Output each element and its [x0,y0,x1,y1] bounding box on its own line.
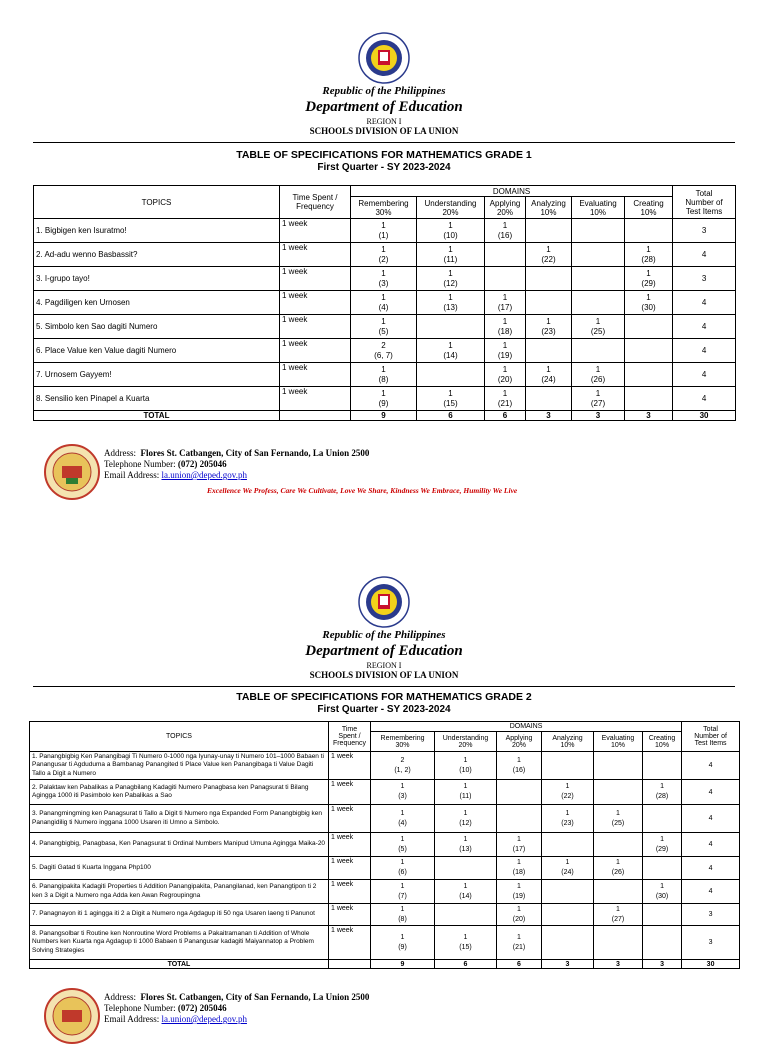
understanding-cell: 1 (10) [435,752,497,780]
topic-cell: 7. Panagnayon iti 1 agingga iti 2 a Digit a Numero nga Agdagup iti 50 nga Usaren laeng ti Panunot [30,904,329,926]
evaluating-cell [594,752,643,780]
total-understanding: 6 [435,960,497,969]
evaluating-header: Evaluating 10% [594,732,643,752]
understanding-cell: 1 (13) [435,833,497,857]
applying-cell: 1 (21) [485,387,526,411]
table-row [34,267,736,291]
time-cell: 1 week [280,315,351,339]
creating-header: Creating 10% [643,732,682,752]
analyzing-cell [526,291,572,315]
analyzing-cell [526,339,572,363]
creating-cell [643,752,682,780]
table-row [30,805,740,833]
topic-cell: 8. Panangsolbar ti Routine ken Nonroutine Word Problems a Pakaitramanan ti Addition of Whole Numbers ken Kuarta nga Agdagup ti 1000 Babaen ti Panangusar kadagiti Maiyannatop a Problem Solving Strategies [30,926,329,960]
creating-cell: 1 (30) [625,291,673,315]
understanding-cell: 1 (14) [435,880,497,904]
division-line: SCHOOLS DIVISION OF LA UNION [309,126,459,136]
analyzing-cell [542,904,594,926]
evaluating-cell [572,219,625,243]
understanding-header: Understanding 20% [417,197,485,219]
table-subtitle: First Quarter - SY 2023-2024 [317,162,451,173]
department-line: Department of Education [305,99,463,115]
time-cell: 1 week [280,363,351,387]
applying-cell: 1 (21) [497,926,542,960]
row-total-cell: 4 [673,315,736,339]
evaluating-cell [594,780,643,805]
remembering-cell: 1 (4) [371,805,435,833]
row-total-cell: 4 [673,363,736,387]
understanding-cell: 1 (12) [435,805,497,833]
applying-cell: 1 (19) [485,339,526,363]
table-title: TABLE OF SPECIFICATIONS FOR MATHEMATICS GRADE 1 [236,149,532,161]
topic-cell: 1. Panangbigbig Ken Panangibagi Ti Numero 0-1000 nga Iyunay-unay ti Numero 101–1000 Babaen ti Panangusar ti Agduduma a Bambanag Panangited ti Place Value ken Panangibaga ti Value Dagiti Tallo a Digit a Numero [30,752,329,780]
understanding-cell: 1 (12) [417,267,485,291]
time-spent-header: Time Spent / Frequency [280,186,351,219]
analyzing-cell [542,880,594,904]
analyzing-cell [542,752,594,780]
division-line: SCHOOLS DIVISION OF LA UNION [309,670,459,680]
creating-cell [625,315,673,339]
understanding-header: Understanding 20% [435,732,497,752]
total-understanding: 6 [417,411,485,421]
total-remembering: 9 [371,960,435,969]
topic-cell: 4. Pagdiligen ken Urnosen [34,291,280,315]
table-row [34,363,736,387]
remembering-cell: 1 (6) [371,857,435,880]
time-cell: 1 week [280,339,351,363]
applying-cell [485,243,526,267]
deped-seal-logo [358,576,410,628]
understanding-cell: 1 (14) [417,339,485,363]
total-label: TOTAL [30,960,329,969]
region-line: REGION I [366,117,402,126]
evaluating-cell: 1 (27) [572,387,625,411]
analyzing-cell: 1 (24) [542,857,594,880]
topic-cell: 7. Urnosem Gayyem! [34,363,280,387]
applying-cell: 1 (17) [497,833,542,857]
evaluating-cell [594,880,643,904]
topic-cell: 5. Dagiti Gatad ti Kuarta Inggana Php100 [30,857,329,880]
row-total-cell: 4 [682,833,740,857]
understanding-cell [435,904,497,926]
applying-cell: 1 (16) [497,752,542,780]
row-total-cell: 4 [682,880,740,904]
creating-cell: 1 (28) [643,780,682,805]
row-total-cell: 4 [673,339,736,363]
creating-cell [643,904,682,926]
evaluating-cell [572,243,625,267]
total-analyzing: 3 [526,411,572,421]
republic-line: Republic of the Philippines [322,629,446,641]
phone-text: (072) 205046 [177,1003,227,1013]
table-row [34,219,736,243]
applying-cell: 1 (18) [485,315,526,339]
table-row [30,880,740,904]
understanding-cell [417,363,485,387]
department-line: Department of Education [305,643,463,659]
remembering-cell: 2 (1, 2) [371,752,435,780]
table-row [34,387,736,411]
header-rule [33,142,735,143]
remembering-cell: 1 (5) [351,315,417,339]
analyzing-cell: 1 (23) [526,315,572,339]
understanding-cell: 1 (15) [417,387,485,411]
analyzing-cell: 1 (23) [542,805,594,833]
time-spent-header: Time Spent / Frequency [329,722,371,752]
remembering-cell: 1 (8) [351,363,417,387]
analyzing-cell [526,387,572,411]
evaluating-cell: 1 (25) [594,805,643,833]
email-link[interactable]: la.union@deped.gov.ph [161,470,247,480]
topic-cell: 5. Simbolo ken Sao dagiti Numero [34,315,280,339]
address-text: Flores St. Catbangen, City of San Fernando, La Union 2500 [140,448,370,458]
topics-header: TOPICS [34,186,280,219]
total-items-header: Total Number of Test Items [682,722,740,752]
creating-cell: 1 (30) [643,880,682,904]
remembering-cell: 1 (3) [371,780,435,805]
understanding-cell: 1 (11) [417,243,485,267]
analyzing-cell [526,219,572,243]
specifications-table-grade-2 [29,721,740,969]
topic-cell: 3. Panangmingming ken Panagsurat ti Tallo a Digit ti Numero nga Expanded Form Panangbigbig ken Panangidilig ti Numero inggana 1000 Usaren iti Umno a Simbolo. [30,805,329,833]
region-line: REGION I [366,661,402,670]
applying-cell: 1 (20) [485,363,526,387]
table-row [30,904,740,926]
creating-cell: 1 (28) [625,243,673,267]
understanding-cell: 1 (11) [435,780,497,805]
remembering-cell: 1 (8) [371,904,435,926]
time-cell: 1 week [280,219,351,243]
total-evaluating: 3 [594,960,643,969]
remembering-cell: 1 (2) [351,243,417,267]
evaluating-header: Evaluating 10% [572,197,625,219]
topic-cell: 4. Panangbigbig, Panagbasa, Ken Panagsurat ti Ordinal Numbers Manipud Umuna Agingga Maika-20 [30,833,329,857]
applying-cell: 1 (17) [485,291,526,315]
contact-block: Address: Flores St. Catbangen, City of San Fernando, La Union 2500 Telephone Number: (072) 205046 Email Address: la.union@deped.gov.ph [104,992,370,1024]
time-cell: 1 week [329,780,371,805]
creating-cell [625,387,673,411]
time-cell: 1 week [329,833,371,857]
total-creating: 3 [643,960,682,969]
applying-cell [497,780,542,805]
deped-seal-logo [358,32,410,84]
time-cell: 1 week [329,926,371,960]
evaluating-cell: 1 (26) [572,363,625,387]
creating-cell: 1 (29) [643,833,682,857]
analyzing-header: Analyzing 10% [526,197,572,219]
understanding-cell: 1 (15) [435,926,497,960]
motto-text: Excellence We Profess, Care We Cultivate, Love We Share, Kindness We Embrace, Humility We Live [207,486,518,495]
evaluating-cell [594,926,643,960]
analyzing-header: Analyzing 10% [542,732,594,752]
applying-header: Applying 20% [485,197,526,219]
total-items: 30 [673,411,736,421]
analyzing-cell [542,833,594,857]
creating-cell [643,857,682,880]
creating-cell [643,926,682,960]
topic-cell: 1. Bigbigen ken Isuratmo! [34,219,280,243]
topic-cell: 6. Place Value ken Value dagiti Numero [34,339,280,363]
time-cell: 1 week [280,387,351,411]
row-total-cell: 4 [682,780,740,805]
domains-header: DOMAINS [371,722,682,732]
division-seal-logo [44,988,100,1044]
row-total-cell: 3 [682,904,740,926]
evaluating-cell: 1 (26) [594,857,643,880]
analyzing-cell: 1 (22) [542,780,594,805]
remembering-cell: 1 (4) [351,291,417,315]
address-text: Flores St. Catbangen, City of San Fernando, La Union 2500 [140,992,370,1002]
applying-cell: 1 (19) [497,880,542,904]
topic-cell: 2. Palaktaw ken Pabalikas a Panagbilang Kadagiti Numero Panagbasa ken Panagsurat ti Bilang Agingga 1000 iti Pasimbolo ken Pabalikas a Sao [30,780,329,805]
evaluating-cell [594,833,643,857]
domains-header: DOMAINS [351,186,673,197]
remembering-cell: 1 (5) [371,833,435,857]
phone-text: (072) 205046 [177,459,227,469]
row-total-cell: 3 [682,926,740,960]
creating-cell [643,805,682,833]
row-total-cell: 4 [682,805,740,833]
time-cell: 1 week [280,243,351,267]
total-analyzing: 3 [542,960,594,969]
table-row [30,833,740,857]
row-total-cell: 4 [673,387,736,411]
row-total-cell: 4 [673,243,736,267]
remembering-cell: 1 (9) [351,387,417,411]
total-items: 30 [682,960,740,969]
total-creating: 3 [625,411,673,421]
specifications-table-grade-1 [33,185,736,421]
table-title: TABLE OF SPECIFICATIONS FOR MATHEMATICS GRADE 2 [236,691,532,703]
analyzing-cell: 1 (22) [526,243,572,267]
table-row [30,780,740,805]
table-row [30,926,740,960]
remembering-cell: 1 (9) [371,926,435,960]
applying-cell [485,267,526,291]
remembering-cell: 2 (6, 7) [351,339,417,363]
time-cell: 1 week [329,857,371,880]
time-cell: 1 week [329,904,371,926]
time-cell: 1 week [329,805,371,833]
analyzing-cell [542,926,594,960]
remembering-header: Remembering 30% [371,732,435,752]
evaluating-cell: 1 (27) [594,904,643,926]
row-total-cell: 3 [673,219,736,243]
remembering-cell: 1 (7) [371,880,435,904]
table-row [34,315,736,339]
division-seal-logo [44,444,100,500]
evaluating-cell [572,339,625,363]
understanding-cell [417,315,485,339]
applying-cell: 1 (18) [497,857,542,880]
topic-cell: 6. Panangipakita Kadagiti Properties ti Addition Panangipakita, Panangilanad, ken Panangtipon ti 2 ken 3 a Digit a Numero nga Adda ken Awan Regroupingna [30,880,329,904]
time-cell: 1 week [280,291,351,315]
row-total-cell: 4 [673,291,736,315]
time-cell: 1 week [280,267,351,291]
understanding-cell: 1 (13) [417,291,485,315]
topic-cell: 2. Ad-adu wenno Basbassit? [34,243,280,267]
analyzing-cell [526,267,572,291]
understanding-cell: 1 (10) [417,219,485,243]
evaluating-cell: 1 (25) [572,315,625,339]
creating-cell [625,219,673,243]
applying-header: Applying 20% [497,732,542,752]
creating-cell [625,339,673,363]
remembering-header: Remembering 30% [351,197,417,219]
evaluating-cell [572,267,625,291]
creating-cell: 1 (29) [625,267,673,291]
topics-header: TOPICS [30,722,329,752]
table-row [34,339,736,363]
creating-header: Creating 10% [625,197,673,219]
row-total-cell: 3 [673,267,736,291]
applying-cell: 1 (20) [497,904,542,926]
table-row [30,857,740,880]
table-subtitle: First Quarter - SY 2023-2024 [317,704,451,715]
republic-line: Republic of the Philippines [322,85,446,97]
row-total-cell: 4 [682,857,740,880]
contact-block: Address: Flores St. Catbangen, City of San Fernando, La Union 2500 Telephone Number: (072) 205046 Email Address: la.union@deped.gov.ph [104,448,370,480]
evaluating-cell [572,291,625,315]
table-row [30,752,740,780]
total-applying: 6 [485,411,526,421]
applying-cell [497,805,542,833]
time-cell: 1 week [329,880,371,904]
table-row [34,243,736,267]
creating-cell [625,363,673,387]
row-total-cell: 4 [682,752,740,780]
topic-cell: 3. I-grupo tayo! [34,267,280,291]
topic-cell: 8. Sensilio ken Pinapel a Kuarta [34,387,280,411]
total-items-header: Total Number of Test Items [673,186,736,219]
remembering-cell: 1 (1) [351,219,417,243]
analyzing-cell: 1 (24) [526,363,572,387]
total-applying: 6 [497,960,542,969]
remembering-cell: 1 (3) [351,267,417,291]
total-evaluating: 3 [572,411,625,421]
total-remembering: 9 [351,411,417,421]
applying-cell: 1 (16) [485,219,526,243]
table-row [34,291,736,315]
total-label: TOTAL [34,411,280,421]
email-link[interactable]: la.union@deped.gov.ph [161,1014,247,1024]
time-cell: 1 week [329,752,371,780]
header-rule [33,686,735,687]
understanding-cell [435,857,497,880]
